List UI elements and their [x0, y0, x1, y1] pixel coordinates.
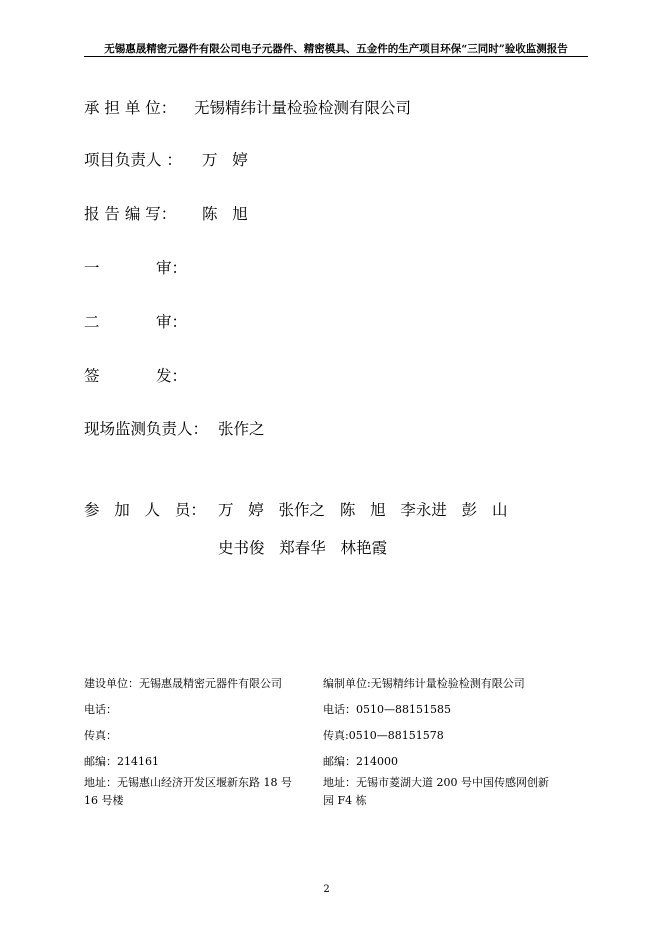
project-lead-label: 项目负责人 ： [84, 151, 182, 169]
participants-line-2: 史书俊 郑春华 林艳霞 [218, 539, 388, 557]
builder-address-line-2: 16 号楼 [84, 794, 124, 807]
participants-row [84, 500, 508, 520]
report-writer-value: 陈 旭 [202, 205, 248, 223]
builder-postcode: 邮编：214161 [84, 755, 159, 768]
participants-label: 参 加 人 员： [84, 501, 206, 519]
field-lead-value: 张作之 [218, 420, 265, 438]
builder-unit: 建设单位：无锡惠晟精密元器件有限公司 [84, 677, 282, 690]
compiler-postcode: 邮编：214000 [323, 755, 398, 768]
report-writer-label: 报 告 编 写： [84, 205, 177, 223]
first-review-label-a: 一 [84, 259, 100, 277]
sign-off-label-a: 签 [84, 367, 100, 385]
compiler-unit: 编制单位:无锡精纬计量检验检测有限公司 [323, 677, 525, 690]
compiler-fax: 传真:0510—88151578 [323, 729, 444, 742]
builder-phone: 电话： [84, 703, 117, 716]
undertaker-label: 承 担 单 位： [84, 99, 177, 117]
compiler-address-line-1: 地址：无锡市菱湖大道 200 号中国传感网创新 [323, 776, 549, 789]
page-number: 2 [323, 884, 330, 895]
header-divider [84, 56, 588, 57]
sign-off-label-b: 发： [156, 367, 188, 385]
second-review-label-b: 审： [156, 313, 188, 331]
undertaker-value: 无锡精纬计量检验检测有限公司 [194, 99, 412, 117]
sign-off-row [84, 366, 188, 386]
field-lead-row [84, 419, 265, 439]
builder-address-line-1: 地址：无锡惠山经济开发区堰新东路 18 号 [84, 776, 292, 789]
field-lead-label: 现场监测负责人： [84, 420, 209, 438]
second-review-row [84, 312, 188, 332]
builder-fax: 传真： [84, 729, 117, 742]
compiler-phone: 电话：0510—88151585 [323, 703, 451, 716]
project-lead-row [84, 150, 248, 170]
project-lead-value: 万 婷 [202, 151, 248, 169]
second-review-label-a: 二 [84, 313, 100, 331]
report-writer-row [84, 204, 248, 224]
participants-line-1: 万 婷 张作之 陈 旭 李永进 彭 山 [218, 501, 508, 519]
first-review-row [84, 258, 188, 278]
compiler-address-line-2: 园 F4 栋 [323, 794, 367, 807]
first-review-label-b: 审： [156, 259, 188, 277]
page-header-title: 无锡惠晟精密元器件有限公司电子元器件、精密模具、五金件的生产项目环保“三同时”验收监测报告 [104, 43, 568, 55]
undertaker-row [84, 98, 412, 118]
